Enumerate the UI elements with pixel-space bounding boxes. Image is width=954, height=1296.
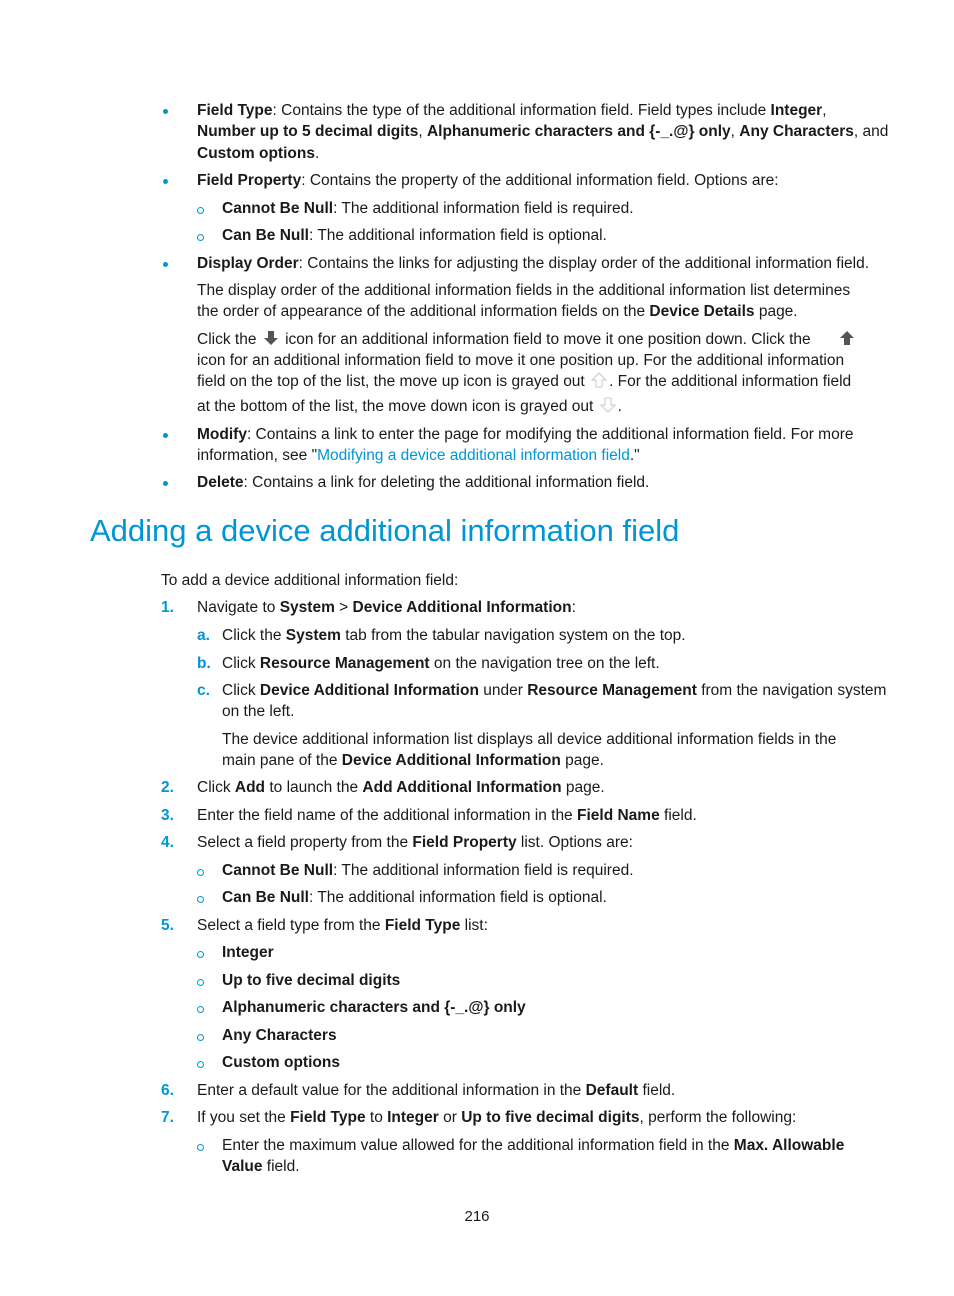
step-number: 7. xyxy=(161,1109,174,1126)
bullet xyxy=(163,262,168,267)
step-1-note-1: The device additional information list displays all device additional information fields in the xyxy=(222,731,837,748)
display-order-line: Display Order: Contains the links for adjusting the display order of the additional information field. xyxy=(197,255,870,272)
sub-bullet xyxy=(197,896,204,903)
field-type-line-2: Number up to 5 decimal digits, Alphanumeric characters and {-_.@} only, Any Characters, and xyxy=(197,123,889,140)
step-number: 1. xyxy=(161,599,174,616)
field-type-line-3: Custom options. xyxy=(197,145,320,162)
field-type-option: Up to five decimal digits xyxy=(222,972,401,989)
step-7-option-line-1: Enter the maximum value allowed for the additional information field in the Max. Allowable xyxy=(222,1137,845,1154)
sub-bullet xyxy=(197,951,204,958)
sub-bullet xyxy=(197,207,204,214)
sub-bullet xyxy=(197,1144,204,1151)
delete-line: Delete: Contains a link for deleting the additional information field. xyxy=(197,474,650,491)
display-order-para-1: The display order of the additional information fields in the additional information list determines xyxy=(197,282,851,299)
sub-bullet xyxy=(197,869,204,876)
cannot-be-null-option: Cannot Be Null: The additional information field is required. xyxy=(222,200,634,217)
substep-letter: b. xyxy=(197,655,211,672)
move-up-grayed-icon xyxy=(591,372,607,388)
step-2-text: Click Add to launch the Add Additional Information page. xyxy=(197,779,605,796)
section-heading: Adding a device additional information field xyxy=(90,513,680,548)
move-down-grayed-icon xyxy=(600,397,616,413)
bullet xyxy=(163,109,168,114)
step-number: 6. xyxy=(161,1082,174,1099)
field-type-option: Alphanumeric characters and {-_.@} only xyxy=(222,999,526,1016)
intro-text: To add a device additional information field: xyxy=(161,572,459,589)
step-5-text: Select a field type from the Field Type list: xyxy=(197,917,488,934)
modify-line-1: Modify: Contains a link to enter the page for modifying the additional information field. For more xyxy=(197,426,854,443)
field-type-option: Custom options xyxy=(222,1054,340,1071)
substep-letter: a. xyxy=(197,627,210,644)
field-type-line-1: Field Type: Contains the type of the additional information field. Field types include Integer, xyxy=(197,102,827,119)
display-order-para-3: Click the icon for an additional information field to move it one position down. Click the xyxy=(197,331,811,348)
step-4-text: Select a field property from the Field Property list. Options are: xyxy=(197,834,633,851)
step-6-text: Enter a default value for the additional information in the Default field. xyxy=(197,1082,676,1099)
can-be-null-option: Can Be Null: The additional information field is optional. xyxy=(222,227,607,244)
bullet xyxy=(163,179,168,184)
step-1-note-2: main pane of the Device Additional Information page. xyxy=(222,752,604,769)
page-number: 216 xyxy=(464,1208,490,1225)
step-7-option-line-2: Value field. xyxy=(222,1158,300,1175)
step-4-option-1: Cannot Be Null: The additional information field is required. xyxy=(222,862,634,879)
field-type-option: Integer xyxy=(222,944,274,961)
substep-letter: c. xyxy=(197,682,210,699)
step-number: 4. xyxy=(161,834,174,851)
step-number: 2. xyxy=(161,779,174,796)
modify-line-2: information, see "Modifying a device additional information field." xyxy=(197,447,640,464)
display-order-para-6: at the bottom of the list, the move down icon is grayed out . xyxy=(197,398,622,415)
step-1b-text: Click Resource Management on the navigation tree on the left. xyxy=(222,655,660,672)
step-1c-text: Click Device Additional Information under Resource Management from the navigation system xyxy=(222,682,887,699)
display-order-para-5: field on the top of the list, the move up icon is grayed out . For the additional information field xyxy=(197,373,852,390)
step-1a-text: Click the System tab from the tabular navigation system on the top. xyxy=(222,627,686,644)
sub-bullet xyxy=(197,1034,204,1041)
sub-bullet xyxy=(197,1006,204,1013)
step-number: 5. xyxy=(161,917,174,934)
bullet xyxy=(163,433,168,438)
display-order-para-2: the order of appearance of the additional information fields on the Device Details page. xyxy=(197,303,798,320)
bullet xyxy=(163,481,168,486)
step-number: 3. xyxy=(161,807,174,824)
step-1-text: Navigate to System > Device Additional Information: xyxy=(197,599,576,616)
step-3-text: Enter the field name of the additional information in the Field Name field. xyxy=(197,807,697,824)
move-up-icon xyxy=(839,330,855,346)
sub-bullet xyxy=(197,234,204,241)
sub-bullet xyxy=(197,1061,204,1068)
sub-bullet xyxy=(197,979,204,986)
step-4-option-2: Can Be Null: The additional information field is optional. xyxy=(222,889,607,906)
move-down-icon xyxy=(263,330,279,346)
modify-field-link[interactable]: Modifying a device additional information field xyxy=(317,447,630,464)
step-7-text: If you set the Field Type to Integer or Up to five decimal digits, perform the following: xyxy=(197,1109,797,1126)
display-order-para-4: icon for an additional information field to move it one position up. For the additional information xyxy=(197,352,845,369)
field-property-line: Field Property: Contains the property of the additional information field. Options are: xyxy=(197,172,779,189)
step-1c-text-2: on the left. xyxy=(222,703,295,720)
field-type-option: Any Characters xyxy=(222,1027,337,1044)
